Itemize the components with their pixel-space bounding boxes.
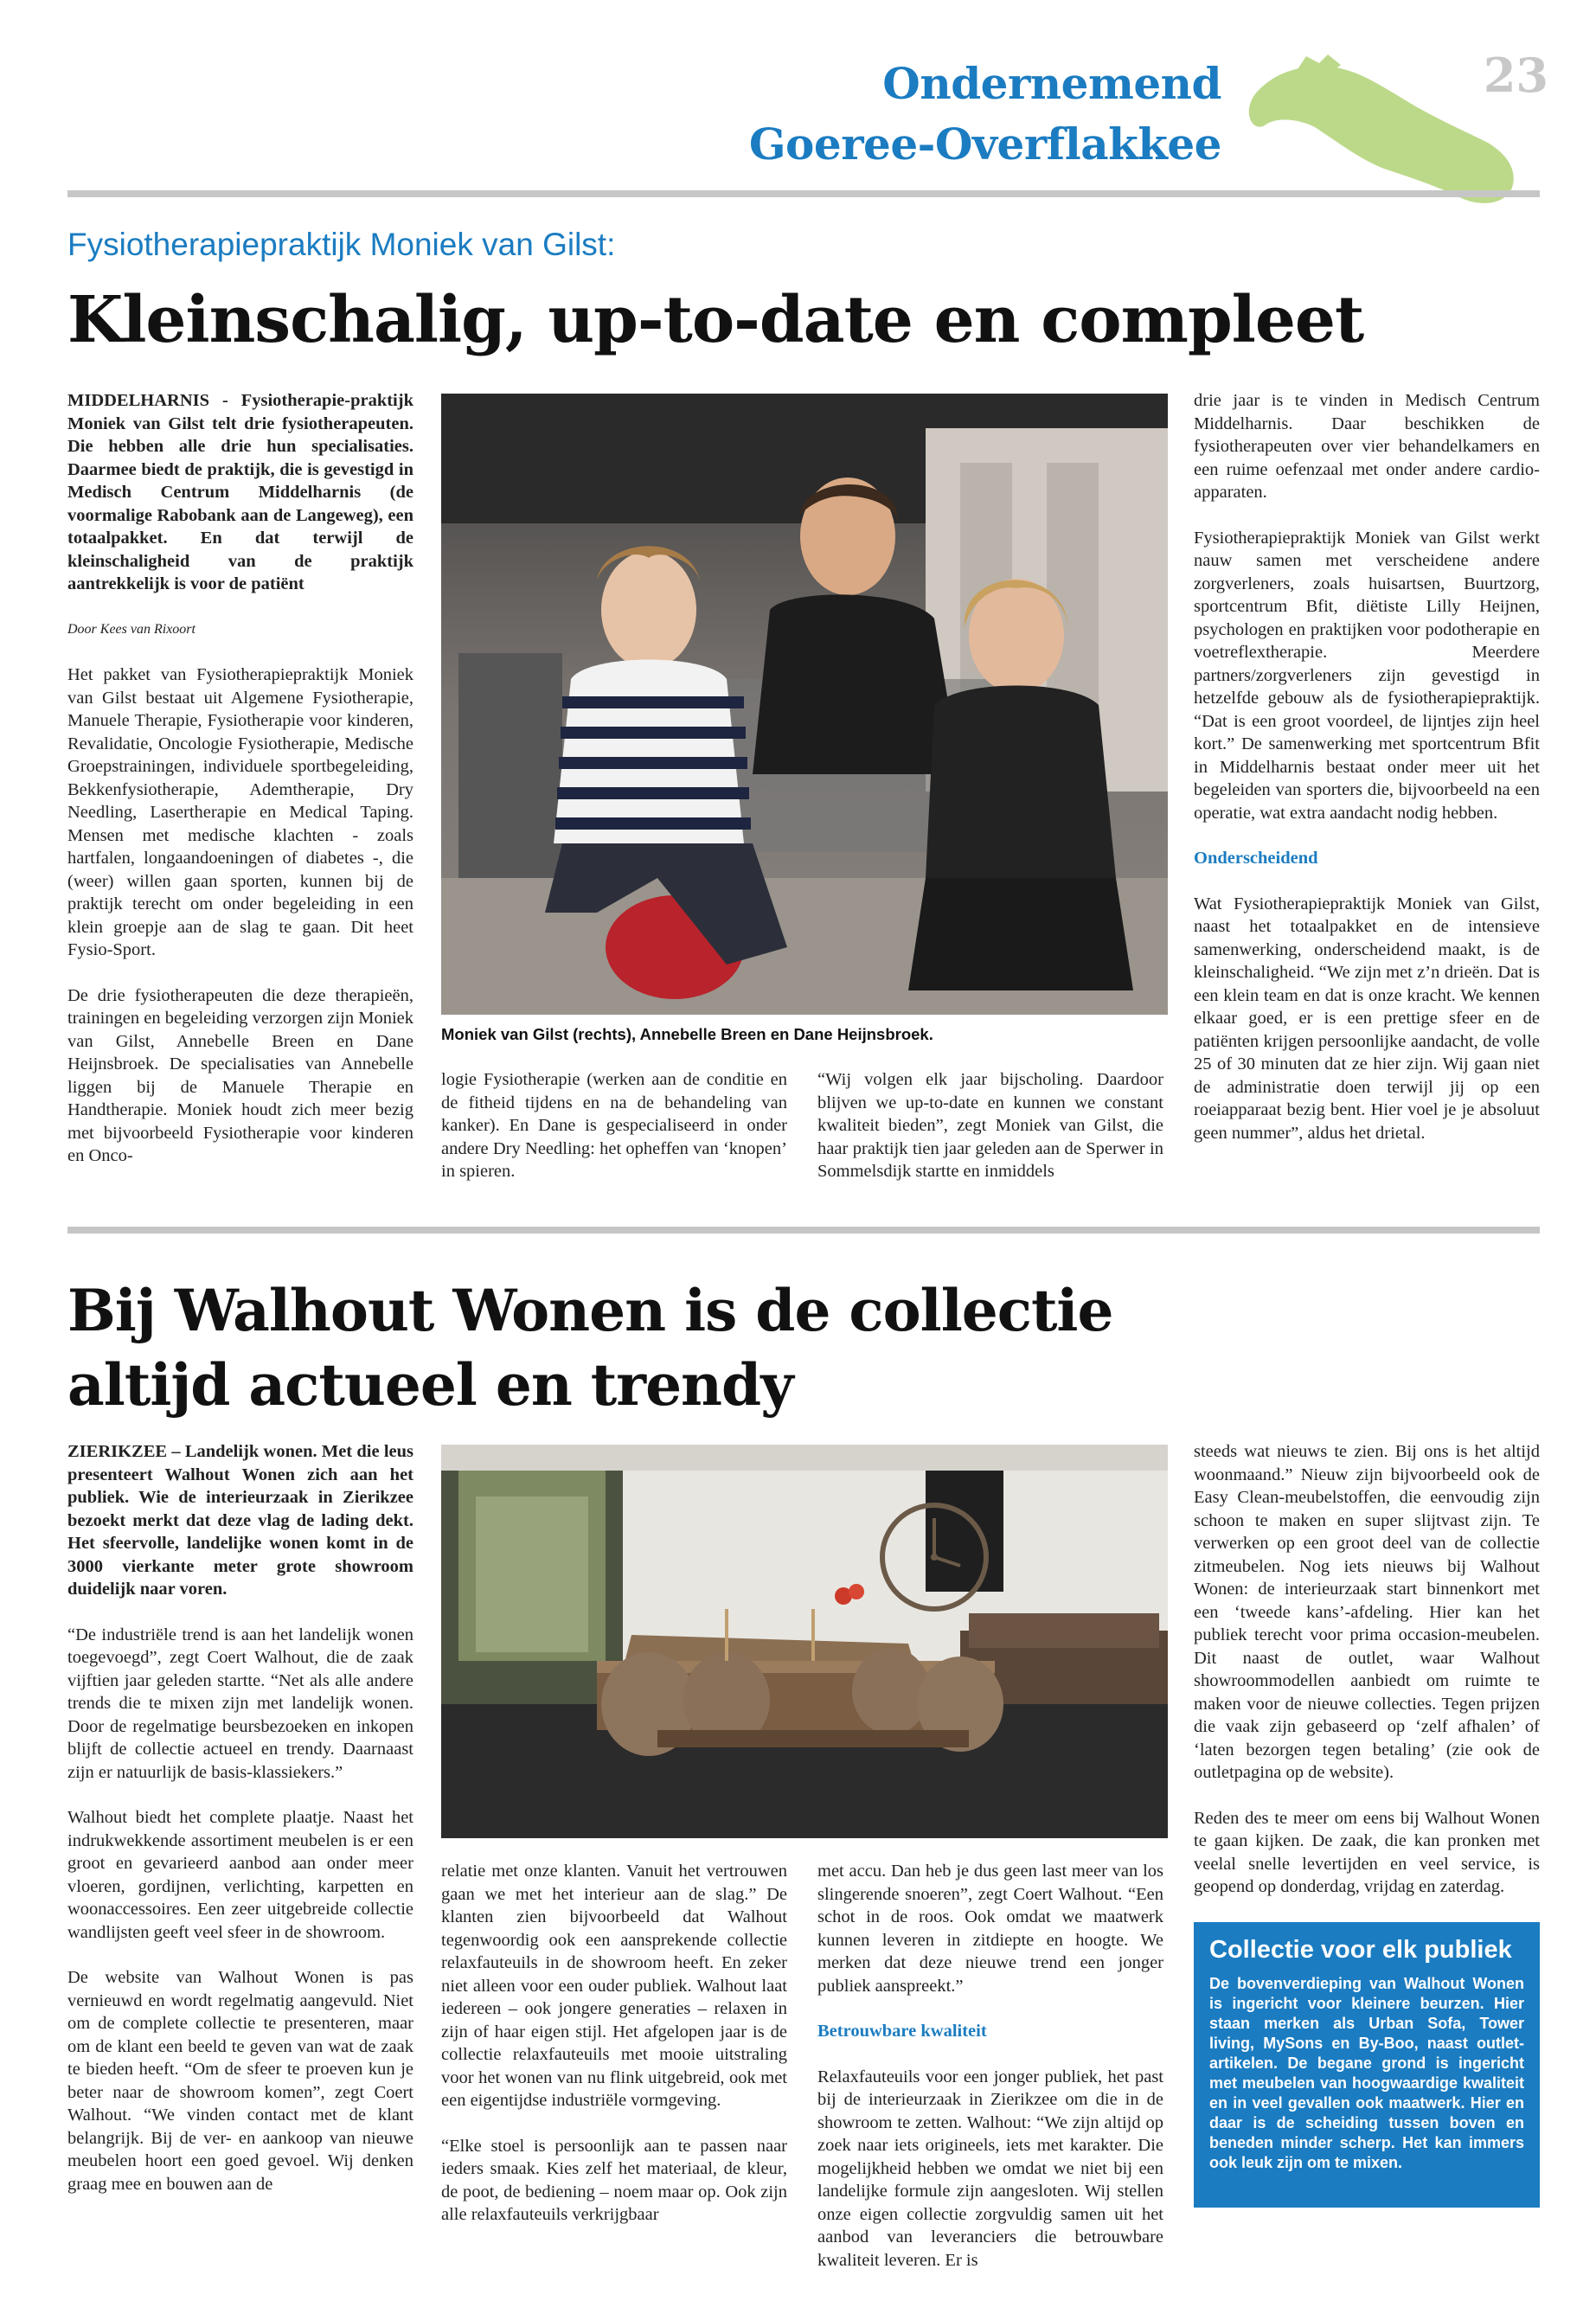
article1-col4-p2: Fysiotherapiepraktijk Moniek van Gilst werkt nauw samen met verscheidene andere zorgverleners, zoals huisartsen, Buurtzorg, sportcentrum Bfit, diëtiste Lilly Heijnen, psychologen en praktijken voor podotherapie en voetreflextherapie. Meerdere partners/zorgverleners zijn gevestigd in hetzelfde gebouw als de fysiotherapiepraktijk. “Dat is een groot voordeel, de lijntjes zijn heel kort.” De samenwerking met sportcentrum Bfit in Middelharnis bestaat onder meer uit het begeleiden van sporters die, bijvoorbeeld na een operatie, wat extra aandacht nodig hebben. <box>1194 528 1540 823</box>
article1-column-4 <box>1194 389 1540 1167</box>
article-divider <box>67 1227 1540 1234</box>
article1-subheading: Onderscheidend <box>1194 849 1318 868</box>
article2-col4-p1: steeds wat nieuws te zien. Bij ons is het altijd woonmaand.” Nieuw zijn bijvoorbeeld ook de Easy Clean-meubelstoffen, die eenvoudig zijn schoon te maken en super slijtvast zijn. Te verwerken op een groot deel van de collectie zitmeubelen. Nog iets nieuws bij Walhout Wonen: de interieurzaak start binnenkort met een ‘tweede kans’-afdeling. Hier kan het publiek terecht voor prima occasion-meubelen. Dit naast de outlet, waar Walhout showroommodellen aanbiedt om ruimte te maken voor de nieuwe collecties. Tegen prijzen die vaak zijn gebaseerd op ‘zelf afhalen’ of ‘laten bezorgen tegen betaling’ (zie ook de outletpagina op de website). <box>1194 1442 1540 1782</box>
masthead-divider <box>67 190 1540 197</box>
article1-lead: MIDDELHARNIS - Fysiotherapie-praktijk Moniek van Gilst telt drie fysiotherapeuten. Die hebben alle drie hun specialisaties. Daarmee biedt de praktijk, die is gevestigd in Medisch Centrum Middelharnis (de voormalige Rabobank aan de Langeweg), een totaalpakket. En dat terwijl de kleinschaligheid van de praktijk aantrekkelijk is voor de patiënt <box>67 391 413 593</box>
article2-column-2 <box>441 1860 787 2249</box>
article2-subheading: Betrouwbare kwaliteit <box>817 2022 987 2041</box>
article2-title-line-2: altijd actueel en trendy <box>67 1351 793 1419</box>
article1-kicker: Fysiotherapiepraktijk Moniek van Gilst: <box>67 227 616 262</box>
info-box-title: Collectie voor elk publiek <box>1209 1936 1512 1964</box>
article1-col4-p1: drie jaar is te vinden in Medisch Centrum Middelharnis. Daar beschikken de fysiotherapeuten over vier behandelkamers en een ruime oefenzaal met onder andere cardio-apparaten. <box>1194 391 1540 502</box>
article2-col2-p2: “Elke stoel is persoonlijk aan te passen naar ieders smaak. Kies zelf het materiaal, de kleur, de poot, de bediening – noem maar op. Ook zijn alle relaxfauteuils verkrijgbaar <box>441 2136 787 2224</box>
article2-col3-p2: Relaxfauteuils voor een jonger publiek, het past bij de interieurzaak in Zierikzee om die in de showroom te zetten. Walhout: “We zijn altijd op zoek naar iets origineels, iets met karakter. Die mogelijkheid hebben we omdat we niet bij een landelijke formule zijn aangesloten. Wij stellen onze eigen collectie zorgvuldig samen uit het aanbod van leveranciers die betrouwbare kwaliteit leveren. Er is <box>817 2067 1163 2270</box>
article1-byline: Door Kees van Rixoort <box>67 621 195 637</box>
article2-col1-p2: Walhout biedt het complete plaatje. Naast het indrukwekkende assortiment meubelen is er een groot en gevarieerd aanbod aan onder meer vloeren, gordijnen, verlichting, karpetten en woonaccessoires. Een zeer uitgebreide collectie wandlijsten geeft veel sfeer in de showroom. <box>67 1808 413 1942</box>
article1-column-2 <box>441 1068 787 1206</box>
article1-col2-p1: logie Fysiotherapie (werken aan de conditie en de fitheid tijdens en na de behandeling van kanker). En Dane is gespecialiseerd in onder andere Dry Needling: het opheffen van ‘knopen’ in spieren. <box>441 1070 787 1181</box>
article1-title: Kleinschalig, up-to-date en compleet <box>67 283 1364 357</box>
article1-col1-p1: Het pakket van Fysiotherapiepraktijk Moniek van Gilst bestaat uit Algemene Fysiotherapie, Manuele Therapie, Fysiotherapie voor kinderen, Revalidatie, Oncologie Fysiotherapie, Medische Groepstrainingen, individuele sportbegeleiding, Bekkenfysiotherapie, Ademtherapie, Dry Needling, Lasertherapie en Medical Taping. Mensen met medische klachten - zoals hartfalen, longaandoeningen of diabetes -, die (weer) willen gaan sporten, kunnen bij de praktijk terecht om onder begeleiding in een klein groepje aan de slag te gaan. Dit heet Fysio-Sport. <box>67 665 413 959</box>
masthead-title <box>692 54 1221 175</box>
article1-photo <box>441 394 1168 1015</box>
page-number: 23 <box>1483 48 1548 103</box>
masthead-line-1: Ondernemend <box>882 58 1221 109</box>
article1-col4-p3: Wat Fysiotherapiepraktijk Moniek van Gilst, naast het totaalpakket en de intensieve samenwerking, onderscheidend maakt, is de kleinschaligheid. “We zijn met z’n drieën. Dat is een klein team en dat is onze kracht. We kennen elkaar goed, er is een prettige sfeer en de patiënten krijgen persoonlijke aandacht, de volle 25 of 30 minuten dat ze hier zijn. Wij gaan niet de administratie doen terwijl jij op een roeiapparaat bezig bent. Hier voel je je absoluut geen nummer”, aldus het drietal. <box>1194 894 1540 1143</box>
article2-photo <box>441 1445 1168 1838</box>
article1-col3-p1: “Wij volgen elk jaar bijscholing. Daardoor blijven we up-to-date en kunnen we constant kwaliteit bieden”, zegt Moniek van Gilst, die haar praktijk tien jaar geleden aan de Sperwer in Sommelsdijk startte en inmiddels <box>817 1070 1163 1181</box>
info-box <box>1194 1922 1540 2208</box>
article2-lead: ZIERIKZEE – Landelijk wonen. Met die leus presenteert Walhout Wonen zich aan het publiek. Wie de interieurzaak in Zierikzee bezoekt merkt dat deze vlag de lading dekt. Het sfeervolle, landelijke wonen komt in de 3000 vierkante meter grote showroom duidelijk naar voren. <box>67 1442 413 1599</box>
article2-column-4 <box>1194 1440 1540 1921</box>
article2-title <box>67 1273 1113 1422</box>
article2-col1-p3: De website van Walhout Wonen is pas vernieuwd en wordt regelmatig aangevuld. Niet om de complete collectie te presenteren, maar om de klant een beeld te geven van wat de zaak te bieden heeft. “Om de sfeer te proeven kun je beter naar de showroom komen”, zegt Coert Walhout. “We vinden contact met de klant belangrijk. Bij de ver- en aankoop van nieuwe meubelen hoort een goed gevoel. Wij denken graag mee en bouwen aan de <box>67 1968 413 2194</box>
masthead-line-2: Goeree-Overflakkee <box>748 119 1221 170</box>
article1-column-3 <box>817 1068 1163 1206</box>
info-box-text: De bovenverdieping van Walhout Wonen is ingericht voor kleinere beurzen. Hier staan merken als Urban Sofa, Tower living, MySons en By-Boo, naast outlet-artikelen. De begane grond is ingericht met meubelen van hoogwaardige kwaliteit en in veel gevallen ook maatwerk. Hier en daar is de scheiding tussen boven en beneden minder scherp. Het kan immers ook leuk zijn om te mixen. <box>1209 1975 1524 2171</box>
article1-col1-p2: De drie fysiotherapeuten die deze therapieën, trainingen en begeleiding verzorgen zijn Moniek van Gilst, Annebelle Breen en Dane Heijnsbroek. De specialisaties van Annebelle liggen bij de Manuele Therapie en Handtherapie. Moniek houdt zich meer bezig met bijvoorbeeld Fysiotherapie voor kinderen en Onco- <box>67 985 413 1165</box>
article1-column-1 <box>67 389 413 1190</box>
article2-col4-p2: Reden des te meer om eens bij Walhout Wonen te gaan kijken. De zaak, die kan pronken met veelal snelle levertijden en veel service, is geopend op donderdag, vrijdag en zaterdag. <box>1194 1808 1540 1896</box>
article2-col3-p1: met accu. Dan heb je dus geen last meer van los slingerende snoeren”, zegt Coert Walhout. “Een schot in de roos. Ook omdat we maatwerk kunnen leveren in zitdiepte en hoogte. We merken dat deze nieuwe trend een jonger publiek aanspreekt.” <box>817 1862 1163 1996</box>
article2-title-line-1: Bij Walhout Wonen is de collectie <box>67 1277 1113 1344</box>
article2-col1-p1: “De industriële trend is aan het landelijk wonen toegevoegd”, zegt Coert Walhout, die de zaak vijftien jaar geleden startte. “Net als alle andere trends die te mixen zijn met landelijk wonen. Door de regelmatige beursbezoeken en inkopen blijft de collectie actueel en trendy. Daarnaast zijn er natuurlijk de basis-klassiekers.” <box>67 1625 413 1782</box>
article2-column-3 <box>817 1860 1163 2294</box>
article2-column-1 <box>67 1440 413 2218</box>
article1-photo-caption: Moniek van Gilst (rechts), Annebelle Breen en Dane Heijnsbroek. <box>441 1025 933 1043</box>
article2-col2-p1: relatie met onze klanten. Vanuit het vertrouwen gaan we met het interieur aan de slag.” De klanten zien bijvoorbeeld dat Walhout tegenwoordig ook een aansprekende collectie relaxfauteuils in de showroom heeft. En zeker niet alleen voor een ouder publiek. Walhout laat iedereen – ook jongere generaties – relaxen in zijn of haar eigen stijl. Het afgelopen jaar is de collectie relaxfauteuils met mooie uitstraling voor het wonen van nu flink uitgebreid, ook met een eigentijdse industriële vormgeving. <box>441 1862 787 2110</box>
